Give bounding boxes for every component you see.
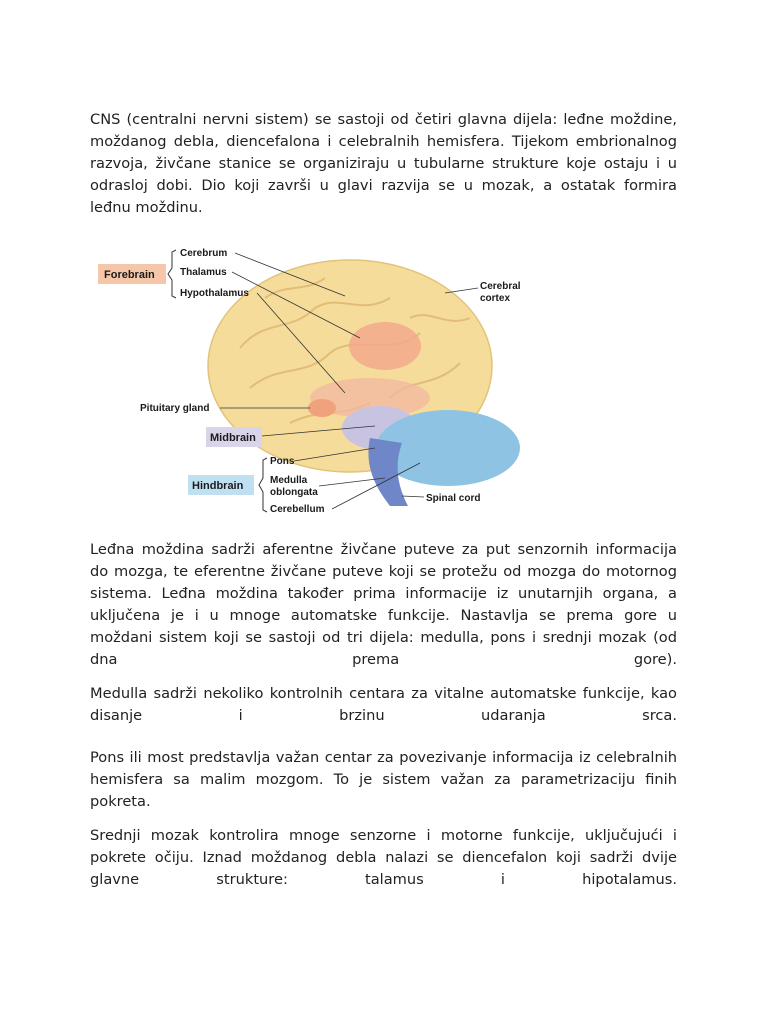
- text-line: hemisfera sa malim mozgom. To je sistem važan za parametrizaciju finih: [90, 771, 677, 788]
- cerebral-cortex-label-2: cortex: [480, 293, 511, 304]
- brain-anatomy-figure: [90, 238, 540, 523]
- medulla-label-1: Medulla: [270, 475, 308, 486]
- hypothalamus-label: Hypothalamus: [180, 288, 249, 299]
- pons-label: Pons: [270, 456, 295, 467]
- cerebrum-label: Cerebrum: [180, 248, 228, 259]
- text-line: Pons ili most predstavlja važan centar za povezivanje informacija iz celebralnih: [90, 749, 677, 766]
- pituitary-shape: [308, 399, 336, 417]
- spinal-cord-label: Spinal cord: [426, 493, 481, 504]
- cerebral-cortex-label-1: Cerebral: [480, 281, 521, 292]
- paragraph-midbrain: [90, 825, 677, 891]
- paragraph-medulla: [90, 683, 677, 727]
- forebrain-brace: [168, 250, 176, 298]
- paragraph-cns-intro: [90, 109, 677, 219]
- thalamus-label: Thalamus: [180, 267, 227, 278]
- hindbrain-label: Hindbrain: [192, 480, 244, 492]
- paragraph-spinal-cord: [90, 539, 677, 671]
- text-line: do mozga, te eferentne živčane puteve koji se protežu od mozga do motornog: [90, 563, 677, 580]
- text-line: CNS (centralni nervni sistem) se sastoji od četiri glavna dijela: leđne moždine,: [90, 111, 677, 128]
- midbrain-label: Midbrain: [210, 432, 256, 444]
- text-line: Medulla sadrži nekoliko kontrolnih centara za vitalne automatske funkcije, kao: [90, 685, 677, 702]
- text-line: leđnu moždinu.: [90, 199, 203, 216]
- text-line: Leđna moždina sadrži aferentne živčane puteve za put senzornih informacija: [90, 541, 677, 558]
- text-line: disanje i brzinu udaranja srca.: [90, 707, 677, 724]
- forebrain-label: Forebrain: [104, 269, 155, 281]
- text-line: razvoja, živčane stanice se organiziraju u tubularne strukture koje ostaju i u: [90, 155, 677, 172]
- text-line: pokrete očiju. Iznad moždanog debla nalazi se diencefalon koji sadrži dvije: [90, 849, 677, 866]
- hindbrain-brace: [259, 458, 267, 512]
- pituitary-gland-label: Pituitary gland: [140, 403, 210, 414]
- text-line: moždani sistem koji se sastoji od tri dijela: medulla, pons i srednji mozak (od: [90, 629, 677, 646]
- thalamus-shape: [349, 322, 421, 370]
- text-line: glavne strukture: talamus i hipotalamus.: [90, 871, 677, 888]
- text-line: moždanog debla, diencefalona i celebralnih hemisfera. Tijekom embrionalnog: [90, 133, 677, 150]
- brain-diagram: [90, 238, 540, 523]
- cerebellum-label: Cerebellum: [270, 504, 325, 515]
- text-line: dna prema gore).: [90, 651, 677, 668]
- text-line: pokreta.: [90, 793, 151, 810]
- paragraph-pons: [90, 747, 677, 813]
- medulla-label-2: oblongata: [270, 487, 318, 498]
- text-line: odrasloj dobi. Dio koji završi u glavi razvija se u mozak, a ostatak formira: [90, 177, 677, 194]
- text-line: sistema. Leđna moždina također prima informacije iz unutarnjih organa, a: [90, 585, 677, 602]
- text-line: Srednji mozak kontrolira mnoge senzorne i motorne funkcije, uključujući i: [90, 827, 677, 844]
- text-line: uključena je i u mnoge automatske funkcije. Nastavlja se prema gore u: [90, 607, 677, 624]
